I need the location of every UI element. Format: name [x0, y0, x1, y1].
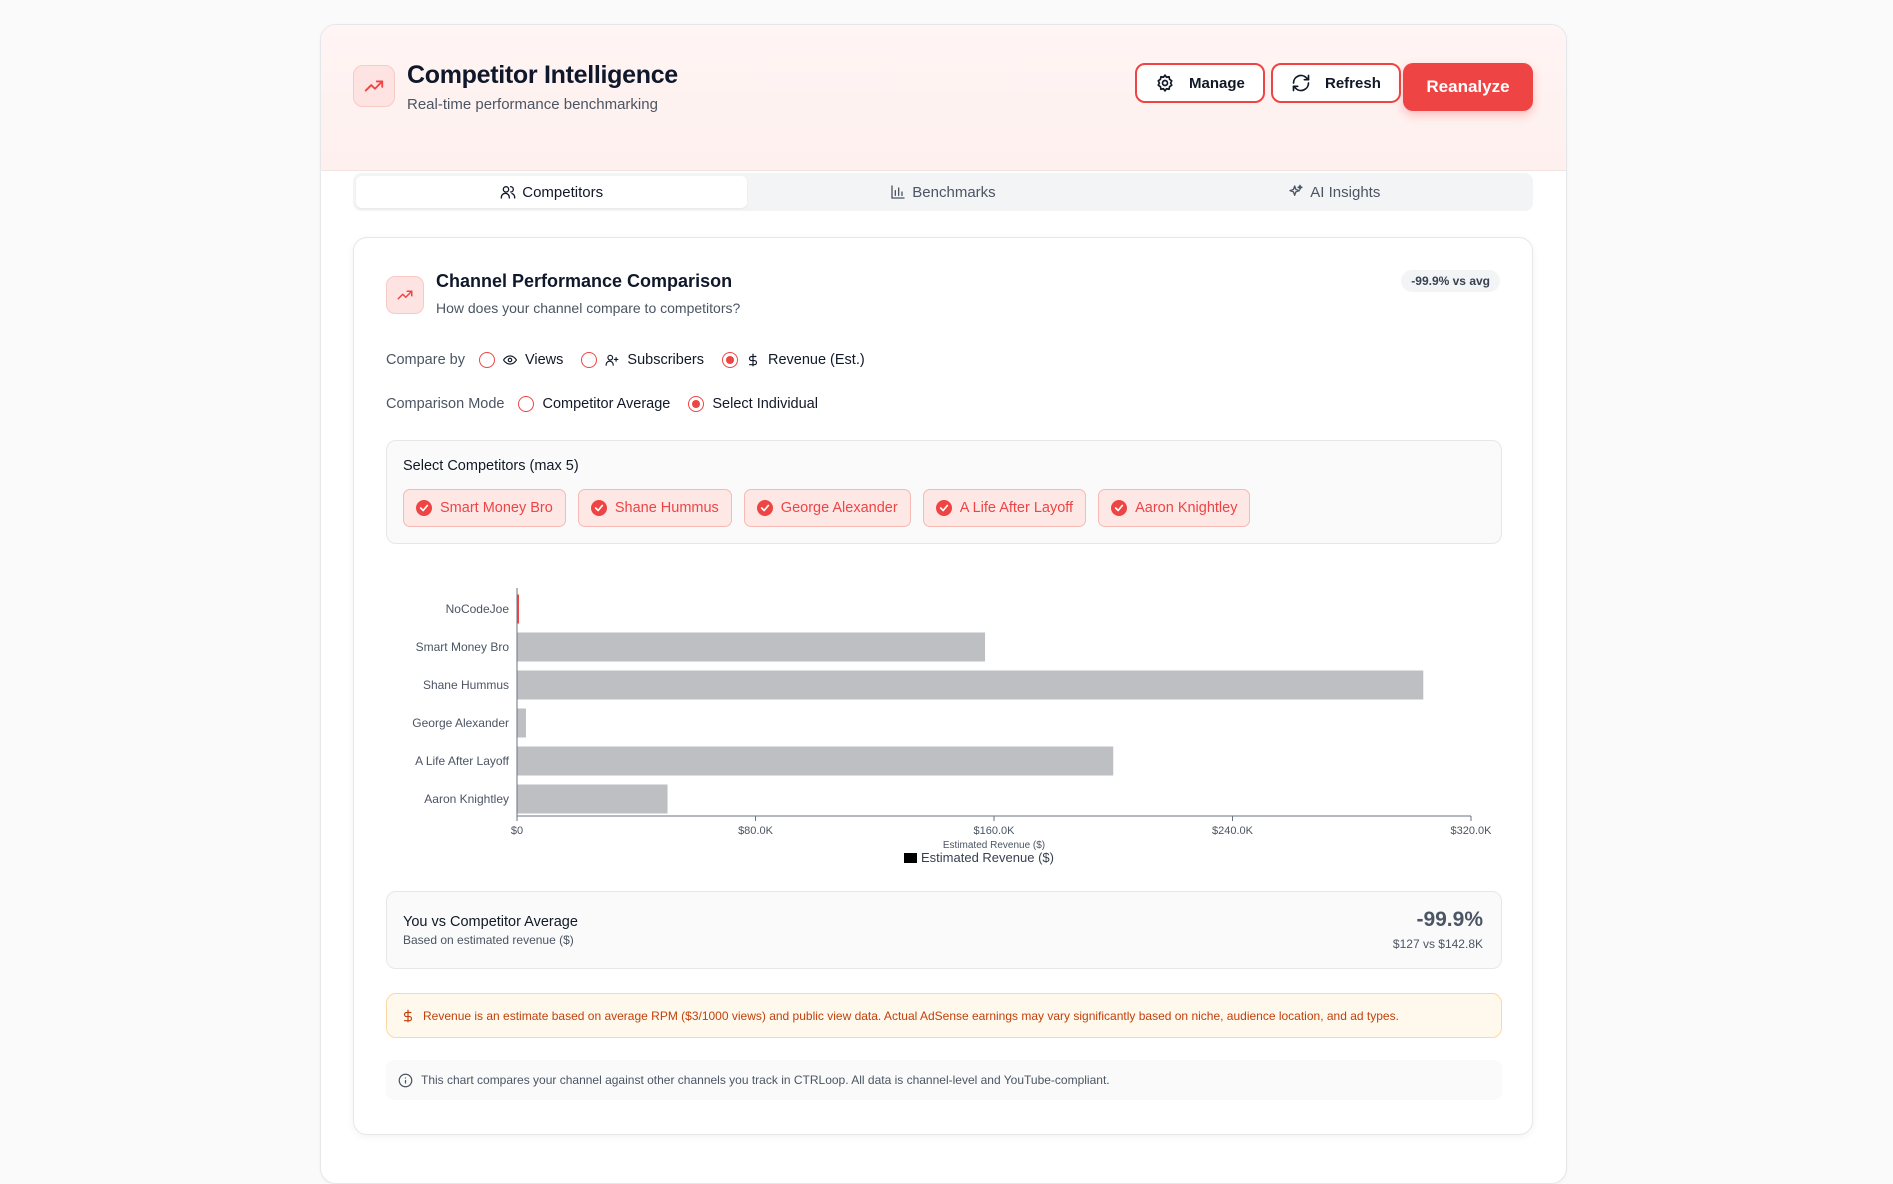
competitor-chip[interactable] [578, 489, 732, 527]
tab-competitors[interactable] [356, 176, 747, 208]
chip-label: Aaron Knightley [1135, 500, 1238, 516]
bar-chart-icon [890, 184, 906, 200]
competitor-chip[interactable] [744, 489, 911, 527]
radio-label: Views [524, 352, 564, 368]
refresh-label: Refresh [1325, 74, 1381, 92]
summary-panel [386, 891, 1502, 969]
compare-by-row [386, 352, 883, 368]
radio-views[interactable] [479, 352, 563, 368]
compare-by-label: Compare by [386, 352, 465, 368]
y-tick-label: A Life After Layoff [415, 754, 509, 768]
competitor-chip[interactable] [1098, 489, 1250, 527]
legend-label: Estimated Revenue ($) [921, 850, 1054, 865]
channel-comparison-card [353, 237, 1533, 1135]
info-icon [398, 1073, 413, 1088]
x-tick-label: $320.0K [1450, 825, 1492, 837]
radio-button-selected[interactable] [688, 396, 704, 412]
summary-subtitle: Based on estimated revenue ($) [403, 933, 574, 947]
check-circle-icon [936, 500, 952, 516]
chip-label: George Alexander [780, 500, 898, 516]
chip-label: Shane Hummus [614, 500, 719, 516]
vs-avg-badge: -99.9% vs avg [1401, 270, 1500, 292]
tab-ai-insights[interactable] [1139, 176, 1530, 208]
revenue-disclaimer [386, 993, 1502, 1038]
y-tick-label: NoCodeJoe [445, 602, 509, 616]
refresh-icon [1291, 73, 1311, 93]
tab-label: Benchmarks [912, 183, 996, 201]
manage-label: Manage [1189, 74, 1245, 92]
radio-label: Competitor Average [542, 396, 671, 412]
radio-revenue[interactable] [722, 352, 865, 368]
radio-subscribers[interactable] [581, 352, 704, 368]
gear-icon [1155, 73, 1175, 93]
comparison-mode-row [386, 396, 836, 412]
bar [517, 785, 668, 814]
bar [517, 709, 526, 738]
page-title: Competitor Intelligence [407, 61, 678, 89]
tab-label: Competitors [522, 183, 604, 201]
radio-label: Select Individual [712, 396, 818, 412]
tab-benchmarks[interactable] [747, 176, 1138, 208]
check-circle-icon [1111, 500, 1127, 516]
app-window [320, 24, 1567, 1184]
check-circle-icon [591, 500, 607, 516]
y-tick-label: Smart Money Bro [415, 640, 509, 654]
chip-label: Smart Money Bro [440, 500, 553, 516]
summary-title: You vs Competitor Average [403, 914, 578, 930]
x-tick-label: $80.0K [738, 825, 773, 837]
select-competitors-title: Select Competitors (max 5) [403, 458, 579, 474]
card-title: Channel Performance Comparison [436, 271, 733, 291]
chip-label: A Life After Layoff [959, 500, 1074, 516]
card-subtitle: How does your channel compare to competitors? [436, 300, 741, 316]
comparison-mode-label: Comparison Mode [386, 396, 505, 412]
radio-select-individual[interactable] [688, 396, 818, 412]
dollar-icon [401, 1009, 415, 1023]
page-subtitle: Real-time performance benchmarking [407, 96, 658, 113]
page-header [321, 25, 1566, 171]
x-tick-label: $160.0K [973, 825, 1015, 837]
y-tick-label: Aaron Knightley [424, 792, 509, 806]
manage-button[interactable] [1135, 63, 1265, 103]
radio-button-selected[interactable] [722, 352, 738, 368]
check-circle-icon [416, 500, 432, 516]
radio-button[interactable] [581, 352, 597, 368]
trending-up-badge [386, 276, 424, 314]
select-competitors-panel [386, 440, 1502, 544]
y-tick-label: George Alexander [412, 716, 509, 730]
revenue-bar-chart [354, 556, 1534, 866]
reanalyze-button[interactable]: Reanalyze [1403, 63, 1533, 111]
users-icon [500, 184, 516, 200]
check-circle-icon [757, 500, 773, 516]
competitor-chip[interactable] [403, 489, 566, 527]
refresh-button[interactable] [1271, 63, 1401, 103]
dollar-icon [746, 353, 760, 367]
radio-label: Subscribers [627, 352, 704, 368]
legend-swatch [904, 853, 917, 863]
trending-up-logo [353, 65, 395, 107]
disclaimer-text: Revenue is an estimate based on average RPM ($3/1000 views) and public view data. Actual AdSense earnings may vary significantly based on niche, audience location, and ad types. [423, 1008, 1399, 1023]
radio-button[interactable] [479, 352, 495, 368]
y-tick-label: Shane Hummus [422, 678, 509, 692]
bar [517, 633, 985, 662]
sparkles-icon [1288, 184, 1304, 200]
x-axis-label: Estimated Revenue ($) [942, 840, 1046, 851]
bar [517, 747, 1113, 776]
competitor-chips [403, 489, 1250, 527]
trending-up-icon [363, 75, 385, 97]
tab-label: AI Insights [1310, 183, 1381, 201]
tab-bar [353, 173, 1533, 211]
info-note [386, 1060, 1502, 1100]
radio-label: Revenue (Est.) [767, 352, 865, 368]
info-text: This chart compares your channel against other channels you track in CTRLoop. All data is channel-level and YouTube-compliant. [421, 1073, 1110, 1087]
summary-percentage: -99.9% [1416, 908, 1483, 931]
user-plus-icon [605, 353, 619, 367]
eye-icon [503, 353, 517, 367]
radio-button[interactable] [518, 396, 534, 412]
trending-up-icon [396, 286, 414, 304]
radio-competitor-average[interactable] [518, 396, 670, 412]
x-tick-label: $240.0K [1212, 825, 1253, 837]
summary-comparison: $127 vs $142.8K [1392, 937, 1483, 951]
x-tick-label: $0 [510, 825, 524, 837]
bar [517, 671, 1423, 700]
competitor-chip[interactable] [923, 489, 1086, 527]
